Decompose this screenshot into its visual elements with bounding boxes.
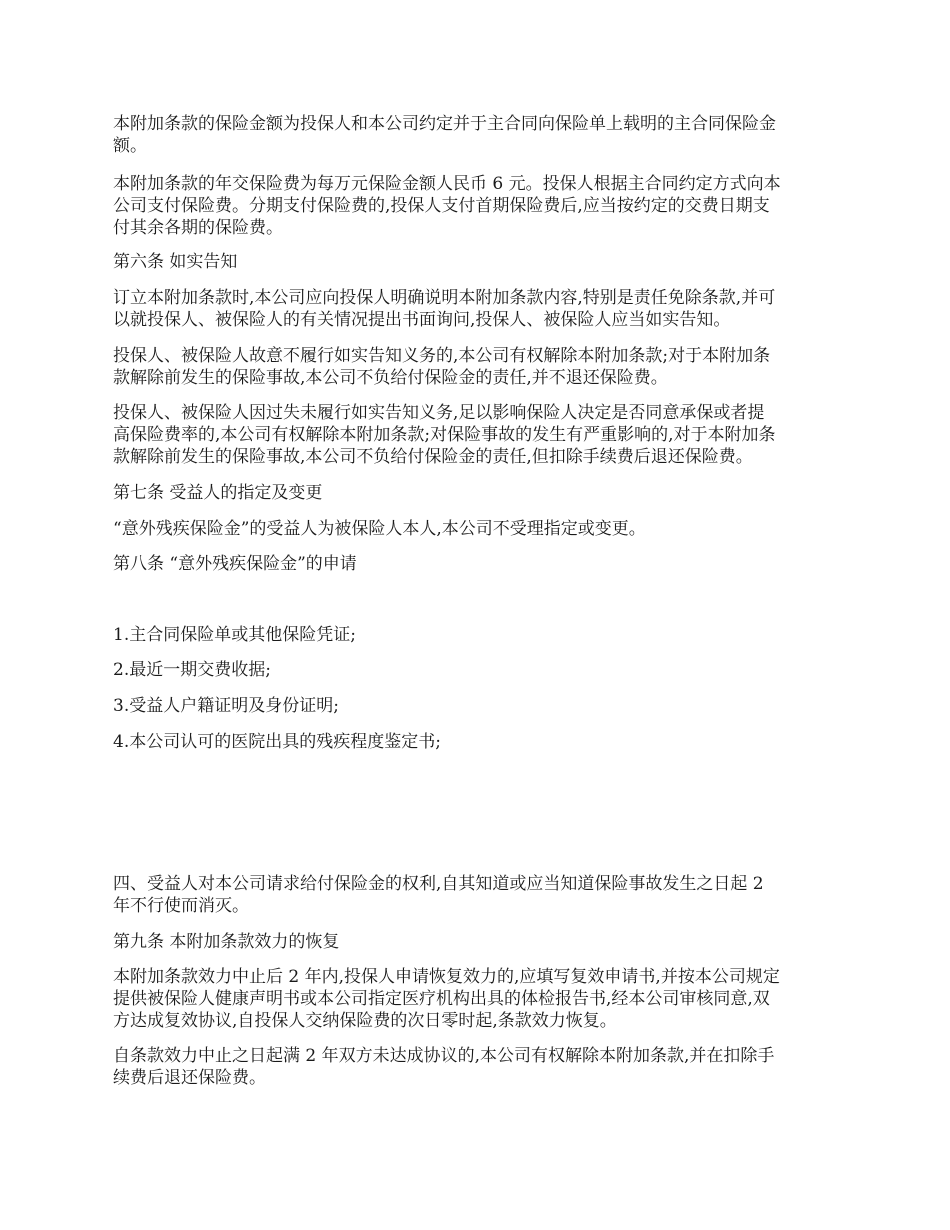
heading-article-9: 第九条 本附加条款效力的恢复	[113, 932, 340, 952]
paragraph-sum-insured: 本附加条款的保险金额为投保人和本公司约定并于主合同向保险单上载明的主合同保险金 额。	[113, 114, 776, 156]
list-item: 4.本公司认可的医院出具的残疾程度鉴定书;	[113, 732, 441, 752]
heading-article-7: 第七条 受益人的指定及变更	[113, 483, 323, 503]
paragraph-intentional-breach: 投保人、被保险人故意不履行如实告知义务的,本公司有权解除本附加条款;对于本附加条 款解除前发生的保险事故,本公司不负给付保险金的责任,并不退还保险费。	[113, 346, 771, 388]
heading-article-8: 第八条 “意外残疾保险金”的申请	[113, 554, 357, 574]
list-item: 3.受益人户籍证明及身份证明;	[113, 696, 339, 716]
list-item: 2.最近一期交费收据;	[113, 660, 271, 680]
list-item: 1.主合同保险单或其他保险凭证;	[113, 625, 356, 645]
paragraph-negligent-breach: 投保人、被保险人因过失未履行如实告知义务,足以影响保险人决定是否同意承保或者提 高保险费率的,本公司有权解除本附加条款;对保险事故的发生有严重影响的,对于本附加条 款解除前发生的保险事故,本公司不负给付保险金的责任,但扣除手续费后退还保险费。	[113, 403, 776, 467]
paragraph-reinstatement: 本附加条款效力中止后 2 年内,投保人申请恢复效力的,应填写复效申请书,并按本公司规定 提供被保险人健康声明书或本公司指定医疗机构出具的体检报告书,经本公司审核同意,双 方达成复效协议,自投保人交纳保险费的次日零时起,条款效力恢复。	[113, 967, 780, 1031]
paragraph-premium: 本附加条款的年交保险费为每万元保险金额人民币 6 元。投保人根据主合同约定方式向本 公司支付保险费。分期支付保险费的,投保人支付首期保险费后,应当按约定的交费日期支 付其余各期的保险费。	[113, 174, 781, 238]
paragraph-claim-limitation: 四、受益人对本公司请求给付保险金的权利,自其知道或应当知道保险事故发生之日起 2 年不行使而消灭。	[113, 874, 764, 916]
paragraph-termination: 自条款效力中止之日起满 2 年双方未达成协议的,本公司有权解除本附加条款,并在扣除手 续费后退还保险费。	[113, 1046, 775, 1088]
paragraph-beneficiary: “意外残疾保险金”的受益人为被保险人本人,本公司不受理指定或变更。	[113, 519, 646, 539]
paragraph-disclosure: 订立本附加条款时,本公司应向投保人明确说明本附加条款内容,特别是责任免除条款,并可 以就投保人、被保险人的有关情况提出书面询问,投保人、被保险人应当如实告知。	[113, 288, 776, 330]
heading-article-6: 第六条 如实告知	[113, 252, 238, 272]
